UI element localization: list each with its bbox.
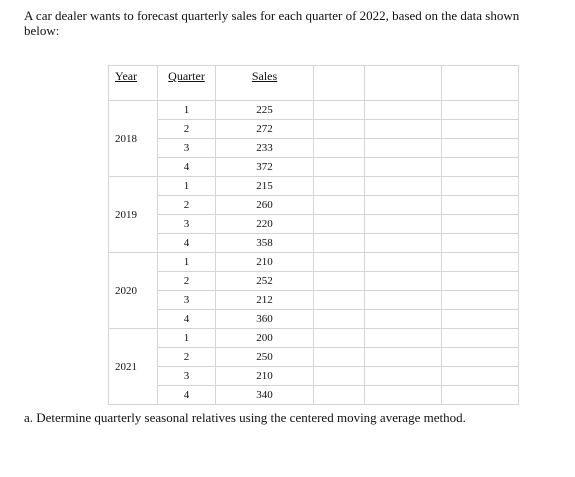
problem-intro: A car dealer wants to forecast quarterly sales for each quarter of 2022, based on the data shown below: bbox=[24, 8, 520, 38]
empty-cell bbox=[314, 253, 365, 272]
year-cell: 2019 bbox=[109, 177, 158, 253]
year-cell: 2021 bbox=[109, 329, 158, 405]
empty-cell bbox=[365, 101, 442, 120]
empty-cell bbox=[442, 101, 519, 120]
table-row bbox=[109, 177, 519, 196]
quarter-cell: 3 bbox=[158, 139, 216, 158]
quarter-cell: 2 bbox=[158, 348, 216, 367]
table-row bbox=[109, 120, 519, 139]
sales-cell: 210 bbox=[216, 367, 314, 386]
question-a: a. Determine quarterly seasonal relatives using the centered moving average method. bbox=[24, 410, 466, 425]
empty-cell bbox=[365, 329, 442, 348]
table-row bbox=[109, 272, 519, 291]
header-quarter: Quarter bbox=[158, 66, 216, 101]
quarter-cell: 2 bbox=[158, 196, 216, 215]
sales-cell: 200 bbox=[216, 329, 314, 348]
quarter-cell: 2 bbox=[158, 272, 216, 291]
empty-cell bbox=[442, 291, 519, 310]
quarter-cell: 2 bbox=[158, 120, 216, 139]
quarter-cell: 1 bbox=[158, 101, 216, 120]
quarter-cell: 3 bbox=[158, 367, 216, 386]
empty-cell bbox=[365, 158, 442, 177]
sales-cell: 372 bbox=[216, 158, 314, 177]
table-row bbox=[109, 101, 519, 120]
sales-cell: 340 bbox=[216, 386, 314, 405]
empty-cell bbox=[314, 367, 365, 386]
empty-cell bbox=[365, 120, 442, 139]
table-row bbox=[109, 367, 519, 386]
table-body bbox=[109, 101, 519, 405]
empty-cell bbox=[442, 120, 519, 139]
empty-cell bbox=[365, 291, 442, 310]
empty-cell bbox=[314, 196, 365, 215]
quarter-cell: 3 bbox=[158, 291, 216, 310]
table-row bbox=[109, 215, 519, 234]
header-year: Year bbox=[109, 66, 158, 101]
table-row bbox=[109, 234, 519, 253]
empty-cell bbox=[365, 139, 442, 158]
empty-cell bbox=[314, 386, 365, 405]
quarter-cell: 1 bbox=[158, 329, 216, 348]
table-row bbox=[109, 329, 519, 348]
empty-cell bbox=[314, 291, 365, 310]
empty-cell bbox=[442, 158, 519, 177]
empty-cell bbox=[314, 215, 365, 234]
header-empty-1 bbox=[314, 66, 365, 101]
empty-cell bbox=[442, 329, 519, 348]
sales-cell: 260 bbox=[216, 196, 314, 215]
table-row bbox=[109, 253, 519, 272]
sales-cell: 215 bbox=[216, 177, 314, 196]
quarter-cell: 3 bbox=[158, 215, 216, 234]
quarter-cell: 4 bbox=[158, 386, 216, 405]
sales-cell: 212 bbox=[216, 291, 314, 310]
quarter-cell: 4 bbox=[158, 310, 216, 329]
empty-cell bbox=[314, 177, 365, 196]
table-row bbox=[109, 386, 519, 405]
empty-cell bbox=[365, 272, 442, 291]
empty-cell bbox=[442, 177, 519, 196]
table-header-row bbox=[109, 66, 519, 101]
header-empty-3 bbox=[442, 66, 519, 101]
empty-cell bbox=[442, 367, 519, 386]
quarter-cell: 1 bbox=[158, 177, 216, 196]
table-row bbox=[109, 310, 519, 329]
empty-cell bbox=[314, 234, 365, 253]
sales-cell: 233 bbox=[216, 139, 314, 158]
table-row bbox=[109, 158, 519, 177]
quarter-cell: 1 bbox=[158, 253, 216, 272]
empty-cell bbox=[442, 348, 519, 367]
sales-table bbox=[108, 65, 519, 405]
empty-cell bbox=[314, 329, 365, 348]
sales-cell: 272 bbox=[216, 120, 314, 139]
empty-cell bbox=[365, 386, 442, 405]
empty-cell bbox=[314, 310, 365, 329]
table-row bbox=[109, 291, 519, 310]
empty-cell bbox=[314, 348, 365, 367]
empty-cell bbox=[442, 215, 519, 234]
quarter-cell: 4 bbox=[158, 158, 216, 177]
empty-cell bbox=[365, 215, 442, 234]
sales-cell: 250 bbox=[216, 348, 314, 367]
empty-cell bbox=[365, 196, 442, 215]
empty-cell bbox=[314, 139, 365, 158]
sales-cell: 252 bbox=[216, 272, 314, 291]
quarter-cell: 4 bbox=[158, 234, 216, 253]
empty-cell bbox=[365, 348, 442, 367]
empty-cell bbox=[442, 139, 519, 158]
sales-cell: 210 bbox=[216, 253, 314, 272]
sales-cell: 220 bbox=[216, 215, 314, 234]
empty-cell bbox=[365, 253, 442, 272]
header-sales: Sales bbox=[216, 66, 314, 101]
table-row bbox=[109, 139, 519, 158]
sales-cell: 360 bbox=[216, 310, 314, 329]
empty-cell bbox=[314, 272, 365, 291]
table-row bbox=[109, 348, 519, 367]
empty-cell bbox=[442, 196, 519, 215]
empty-cell bbox=[442, 386, 519, 405]
empty-cell bbox=[314, 120, 365, 139]
empty-cell bbox=[442, 272, 519, 291]
year-cell: 2018 bbox=[109, 101, 158, 177]
year-cell: 2020 bbox=[109, 253, 158, 329]
empty-cell bbox=[365, 177, 442, 196]
empty-cell bbox=[442, 234, 519, 253]
empty-cell bbox=[442, 310, 519, 329]
empty-cell bbox=[365, 310, 442, 329]
empty-cell bbox=[365, 367, 442, 386]
empty-cell bbox=[314, 158, 365, 177]
sales-cell: 358 bbox=[216, 234, 314, 253]
header-empty-2 bbox=[365, 66, 442, 101]
empty-cell bbox=[314, 101, 365, 120]
sales-cell: 225 bbox=[216, 101, 314, 120]
empty-cell bbox=[365, 234, 442, 253]
empty-cell bbox=[442, 253, 519, 272]
table-row bbox=[109, 196, 519, 215]
